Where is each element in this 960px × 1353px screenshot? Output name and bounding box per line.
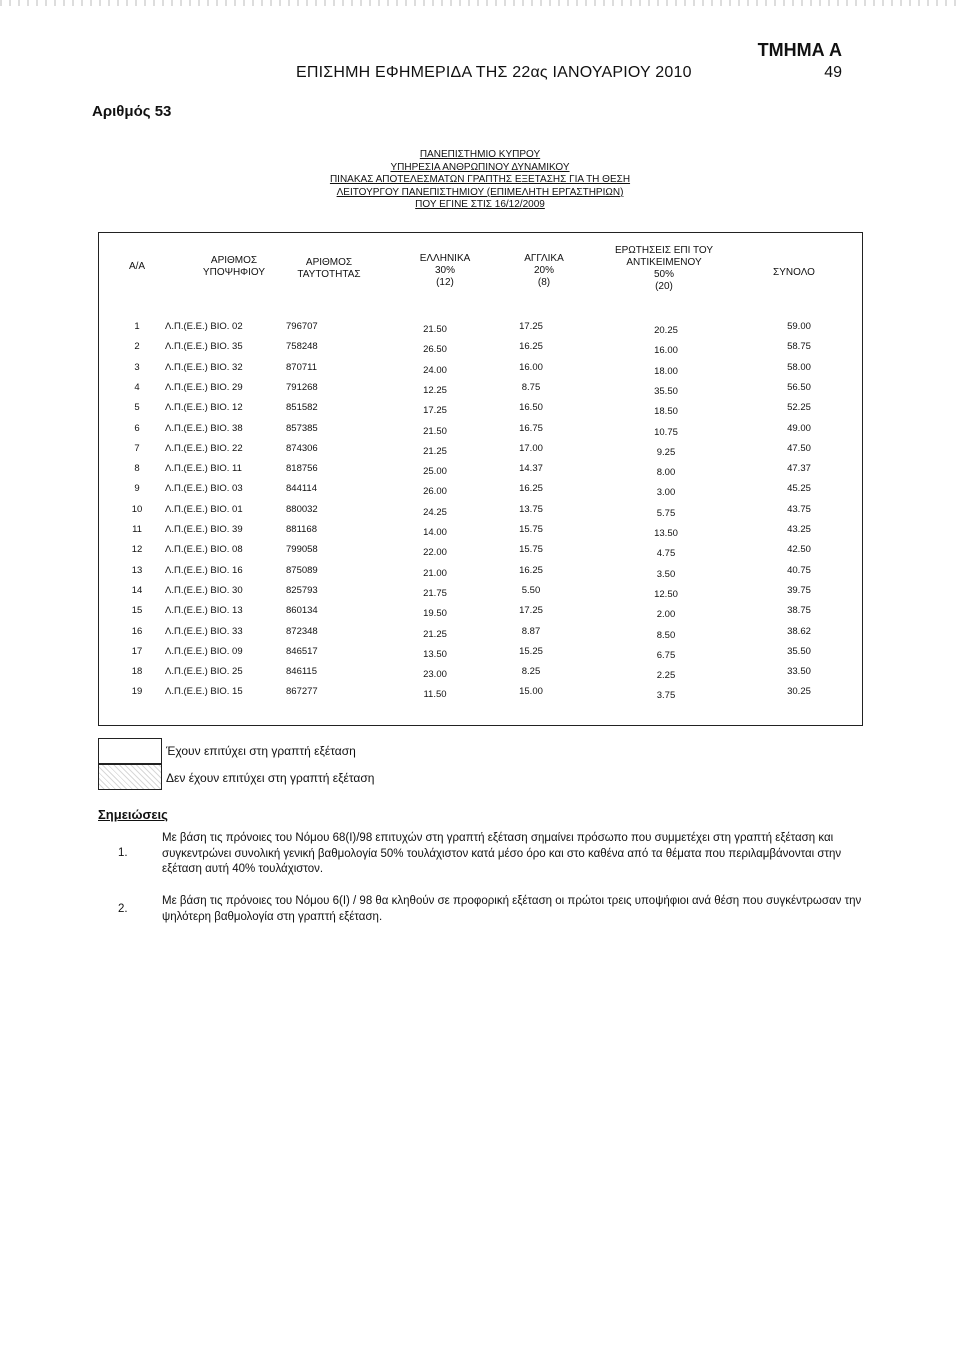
title-line: ΠΙΝΑΚΑΣ ΑΠΟΤΕΛΕΣΜΑΤΩΝ ΓΡΑΠΤΗΣ ΕΞΕΤΑΣΗΣ ΓΙΑ ΤΗ ΘΕΣΗ bbox=[329, 174, 631, 186]
cell-questions: 5.75 bbox=[656, 507, 676, 519]
header-greek: ΕΛΛΗΝΙΚΑ 30% (12) bbox=[419, 253, 471, 288]
table-row bbox=[99, 321, 862, 341]
cell-questions: 35.50 bbox=[654, 385, 678, 397]
cell-id: 851582 bbox=[286, 402, 318, 414]
cell-candidate: Λ.Π.(Ε.Ε.) ΒΙΟ. 22 bbox=[165, 442, 243, 454]
header-english: ΑΓΓΛΙΚΑ 20% (8) bbox=[524, 253, 564, 288]
cell-no: 4 bbox=[134, 381, 140, 393]
note-text: Με βάση τις πρόνοιες του Νόμου 6(Ι) / 98 θα κληθούν σε προφορική εξέταση οι πρώτοι τρεις υποψήφιοι ανά θέση που συγκέντρωσαν την ψηλότερη βαθμολογία στη γραπτή εξέταση. bbox=[162, 895, 862, 923]
document-title bbox=[200, 149, 760, 212]
title-line: ΛΕΙΤΟΥΡΓΟΥ ΠΑΝΕΠΙΣΤΗΜΙΟΥ (ΕΠΙΜΕΛΗΤΗ ΕΡΓΑΣΤΗΡΙΩΝ) bbox=[336, 186, 624, 198]
table-row bbox=[99, 463, 862, 483]
table-row bbox=[99, 483, 862, 503]
cell-no: 9 bbox=[134, 483, 140, 495]
cell-no: 19 bbox=[131, 686, 143, 698]
legend-failed-swatch bbox=[98, 764, 162, 790]
cell-no: 7 bbox=[134, 442, 140, 454]
table-row bbox=[99, 443, 862, 463]
cell-greek: 21.25 bbox=[423, 445, 447, 457]
cell-english: 5.50 bbox=[521, 584, 541, 596]
table-row bbox=[99, 362, 862, 382]
cell-english: 8.75 bbox=[521, 381, 541, 393]
cell-id: 880032 bbox=[286, 503, 318, 515]
cell-questions: 12.50 bbox=[654, 588, 678, 600]
table-row bbox=[99, 504, 862, 524]
cell-greek: 23.00 bbox=[423, 669, 447, 681]
table-row bbox=[99, 544, 862, 564]
cell-id: 874306 bbox=[286, 442, 318, 454]
cell-questions: 2.00 bbox=[656, 609, 676, 621]
cell-english: 15.75 bbox=[519, 544, 543, 556]
cell-id: 846517 bbox=[286, 645, 318, 657]
table-row bbox=[99, 646, 862, 666]
cell-no: 11 bbox=[132, 524, 142, 535]
cell-greek: 21.00 bbox=[423, 567, 447, 579]
cell-questions: 3.00 bbox=[656, 487, 676, 499]
cell-candidate: Λ.Π.(Ε.Ε.) ΒΙΟ. 29 bbox=[165, 381, 243, 393]
cell-greek: 26.00 bbox=[423, 486, 447, 498]
cell-total: 30.25 bbox=[787, 686, 811, 698]
cell-total: 43.75 bbox=[787, 503, 811, 515]
cell-no: 17 bbox=[131, 645, 143, 657]
cell-id: 796707 bbox=[286, 321, 318, 332]
header-total: ΣΥΝΟΛΟ bbox=[773, 267, 815, 278]
cell-english: 13.75 bbox=[519, 503, 543, 515]
cell-candidate: Λ.Π.(Ε.Ε.) ΒΙΟ. 25 bbox=[165, 666, 243, 678]
cell-english: 16.25 bbox=[519, 483, 543, 495]
cell-no: 10 bbox=[131, 503, 143, 515]
cell-total: 56.50 bbox=[787, 381, 811, 393]
cell-total: 52.25 bbox=[787, 402, 811, 414]
cell-id: 867277 bbox=[286, 686, 318, 698]
cell-no: 16 bbox=[131, 625, 143, 637]
cell-greek: 19.50 bbox=[423, 608, 447, 620]
cell-id: 872348 bbox=[286, 625, 318, 637]
cell-no: 1 bbox=[134, 321, 140, 332]
table-row bbox=[99, 524, 862, 544]
legend-passed-swatch bbox=[98, 738, 162, 764]
cell-id: 799058 bbox=[286, 544, 318, 556]
cell-total: 59.00 bbox=[787, 321, 811, 332]
cell-english: 16.75 bbox=[519, 422, 543, 434]
cell-total: 58.00 bbox=[787, 361, 811, 373]
cell-candidate: Λ.Π.(Ε.Ε.) ΒΙΟ. 13 bbox=[165, 605, 243, 617]
cell-candidate: Λ.Π.(Ε.Ε.) ΒΙΟ. 16 bbox=[165, 564, 243, 576]
issue-number: Αριθμός 53 bbox=[92, 103, 172, 120]
cell-candidate: Λ.Π.(Ε.Ε.) ΒΙΟ. 38 bbox=[165, 422, 243, 434]
cell-candidate: Λ.Π.(Ε.Ε.) ΒΙΟ. 32 bbox=[165, 361, 243, 373]
cell-total: 38.75 bbox=[787, 605, 811, 617]
cell-greek: 11.50 bbox=[423, 689, 447, 701]
cell-greek: 21.25 bbox=[423, 628, 447, 640]
cell-questions: 8.50 bbox=[656, 629, 676, 641]
table-row bbox=[99, 565, 862, 585]
cell-questions: 18.00 bbox=[654, 365, 678, 377]
cell-questions: 10.75 bbox=[654, 426, 678, 438]
cell-id: 857385 bbox=[286, 422, 318, 434]
cell-no: 8 bbox=[134, 463, 140, 475]
cell-questions: 16.00 bbox=[654, 345, 678, 357]
cell-greek: 14.00 bbox=[423, 527, 447, 538]
cell-english: 16.25 bbox=[519, 564, 543, 576]
cell-total: 47.50 bbox=[787, 442, 811, 454]
table-row bbox=[99, 626, 862, 646]
cell-questions: 4.75 bbox=[656, 548, 676, 560]
cell-total: 47.37 bbox=[787, 463, 811, 475]
cell-id: 870711 bbox=[286, 361, 317, 373]
header-id: ΑΡΙΘΜΟΣ ΤΑΥΤΟΤΗΤΑΣ bbox=[297, 257, 361, 280]
cell-candidate: Λ.Π.(Ε.Ε.) ΒΙΟ. 08 bbox=[165, 544, 243, 556]
cell-candidate: Λ.Π.(Ε.Ε.) ΒΙΟ. 33 bbox=[165, 625, 243, 637]
cell-questions: 20.25 bbox=[654, 325, 678, 336]
cell-id: 825793 bbox=[286, 584, 318, 596]
cell-total: 45.25 bbox=[787, 483, 811, 495]
cell-greek: 24.00 bbox=[423, 364, 447, 376]
cell-id: 881168 bbox=[286, 524, 317, 535]
cell-candidate: Λ.Π.(Ε.Ε.) ΒΙΟ. 39 bbox=[165, 524, 243, 535]
cell-candidate: Λ.Π.(Ε.Ε.) ΒΙΟ. 09 bbox=[165, 645, 243, 657]
cell-candidate: Λ.Π.(Ε.Ε.) ΒΙΟ. 02 bbox=[165, 321, 243, 332]
table-row bbox=[99, 605, 862, 625]
cell-greek: 26.50 bbox=[423, 344, 447, 356]
cell-questions: 3.50 bbox=[656, 568, 676, 580]
cell-english: 15.00 bbox=[519, 686, 543, 698]
header-candidate: ΑΡΙΘΜΟΣ ΥΠΟΨΗΦΙΟΥ bbox=[202, 255, 266, 278]
cell-id: 791268 bbox=[286, 381, 318, 393]
table-row bbox=[99, 423, 862, 443]
cell-total: 58.75 bbox=[787, 341, 811, 353]
notes-title: Σημειώσεις bbox=[98, 807, 168, 822]
cell-english: 16.00 bbox=[519, 361, 543, 373]
cell-total: 42.50 bbox=[787, 544, 811, 556]
cell-greek: 24.25 bbox=[423, 506, 447, 518]
cell-no: 13 bbox=[131, 564, 143, 576]
cell-total: 39.75 bbox=[787, 584, 811, 596]
cell-greek: 21.50 bbox=[423, 324, 447, 335]
table-row bbox=[99, 585, 862, 605]
cell-questions: 9.25 bbox=[656, 446, 676, 458]
cell-questions: 2.25 bbox=[656, 670, 676, 682]
cell-english: 14.37 bbox=[519, 463, 543, 475]
cell-total: 33.50 bbox=[787, 666, 811, 678]
cell-id: 818756 bbox=[286, 463, 318, 475]
cell-no: 2 bbox=[134, 341, 140, 353]
header-questions: ΕΡΩΤΗΣΕΙΣ ΕΠΙ ΤΟΥ ΑΝΤΙΚΕΙΜΕΝΟΥ 50% (20) bbox=[614, 245, 714, 292]
title-line: ΠΑΝΕΠΙΣΤΗΜΙΟ ΚΥΠΡΟΥ bbox=[419, 149, 541, 160]
cell-english: 16.50 bbox=[519, 402, 543, 414]
cell-no: 18 bbox=[131, 666, 143, 678]
cell-greek: 12.25 bbox=[423, 384, 447, 396]
table-row bbox=[99, 382, 862, 402]
header-no: Α/Α bbox=[128, 261, 146, 272]
cell-id: 844114 bbox=[286, 483, 317, 495]
cell-total: 43.25 bbox=[787, 524, 811, 535]
table-row bbox=[99, 402, 862, 422]
cell-greek: 17.25 bbox=[423, 405, 447, 417]
note-number: 1. bbox=[118, 847, 128, 859]
cell-no: 14 bbox=[131, 584, 143, 596]
cell-english: 16.25 bbox=[519, 341, 543, 353]
cell-id: 875089 bbox=[286, 564, 318, 576]
cell-no: 12 bbox=[131, 544, 143, 556]
cell-greek: 13.50 bbox=[423, 648, 447, 660]
cell-english: 15.75 bbox=[519, 524, 543, 535]
section-label: ΤΜΗΜΑ Α bbox=[757, 40, 842, 60]
cell-questions: 13.50 bbox=[654, 528, 678, 539]
cell-total: 49.00 bbox=[787, 422, 811, 434]
gazette-title: ΕΠΙΣΗΜΗ ΕΦΗΜΕΡΙΔΑ ΤΗΣ 22ας ΙΑΝΟΥΑΡΙΟΥ 2010 bbox=[296, 64, 692, 81]
cell-greek: 25.00 bbox=[423, 466, 447, 478]
cell-greek: 21.50 bbox=[423, 425, 447, 437]
cell-questions: 18.50 bbox=[654, 406, 678, 418]
cell-questions: 6.75 bbox=[656, 649, 676, 661]
cell-english: 17.25 bbox=[519, 321, 543, 332]
cell-candidate: Λ.Π.(Ε.Ε.) ΒΙΟ. 30 bbox=[165, 584, 243, 596]
cell-no: 3 bbox=[134, 361, 140, 373]
cell-candidate: Λ.Π.(Ε.Ε.) ΒΙΟ. 35 bbox=[165, 341, 243, 353]
legend-failed-label: Δεν έχουν επιτύχει στη γραπτή εξέταση bbox=[166, 771, 375, 785]
cell-id: 860134 bbox=[286, 605, 318, 617]
legend-passed-label: Έχουν επιτύχει στη γραπτή εξέταση bbox=[166, 744, 356, 758]
cell-questions: 8.00 bbox=[656, 467, 676, 479]
cell-id: 846115 bbox=[286, 666, 317, 678]
cell-english: 8.25 bbox=[521, 666, 541, 678]
page-number: 49 bbox=[824, 64, 842, 81]
cell-greek: 21.75 bbox=[423, 587, 447, 599]
cell-questions: 3.75 bbox=[656, 690, 676, 702]
note-text: Με βάση τις πρόνοιες του Νόμου 68(Ι)/98 επιτυχών στη γραπτή εξέταση σημαίνει πρόσωπο που συμμετέχει στη γραπτή εξέταση και συγκεντρώνει συνολική γενική βαθμολογία 50% τουλάχιστον κατά μέσο όρο και στο καθένα από τα θέματα που περιλαμβάνονται στην εξέταση αυτή 40% τουλάχιστον. bbox=[162, 832, 842, 875]
cell-total: 38.62 bbox=[787, 625, 811, 637]
cell-id: 758248 bbox=[286, 341, 318, 353]
table-row bbox=[99, 666, 862, 686]
cell-english: 17.00 bbox=[519, 442, 543, 454]
cell-total: 35.50 bbox=[787, 645, 811, 657]
title-line: ΠΟΥ ΕΓΙΝΕ ΣΤΙΣ 16/12/2009 bbox=[415, 199, 545, 211]
results-table bbox=[98, 232, 863, 726]
note-number: 2. bbox=[118, 903, 128, 915]
table-row bbox=[99, 686, 862, 706]
cell-no: 6 bbox=[134, 422, 140, 434]
cell-no: 15 bbox=[131, 605, 143, 617]
cell-english: 15.25 bbox=[519, 645, 543, 657]
cell-candidate: Λ.Π.(Ε.Ε.) ΒΙΟ. 15 bbox=[165, 686, 243, 698]
cell-no: 5 bbox=[134, 402, 140, 414]
title-line: ΥΠΗΡΕΣΙΑ ΑΝΘΡΩΠΙΝΟΥ ΔΥΝΑΜΙΚΟΥ bbox=[390, 161, 570, 173]
cell-candidate: Λ.Π.(Ε.Ε.) ΒΙΟ. 03 bbox=[165, 483, 243, 495]
cell-candidate: Λ.Π.(Ε.Ε.) ΒΙΟ. 01 bbox=[165, 503, 243, 515]
table-row bbox=[99, 341, 862, 361]
cell-english: 17.25 bbox=[519, 605, 543, 617]
cell-greek: 22.00 bbox=[423, 547, 447, 559]
cell-english: 8.87 bbox=[521, 625, 541, 637]
scan-edge bbox=[0, 0, 960, 6]
cell-candidate: Λ.Π.(Ε.Ε.) ΒΙΟ. 11 bbox=[165, 463, 242, 475]
cell-candidate: Λ.Π.(Ε.Ε.) ΒΙΟ. 12 bbox=[165, 402, 243, 414]
cell-total: 40.75 bbox=[787, 564, 811, 576]
